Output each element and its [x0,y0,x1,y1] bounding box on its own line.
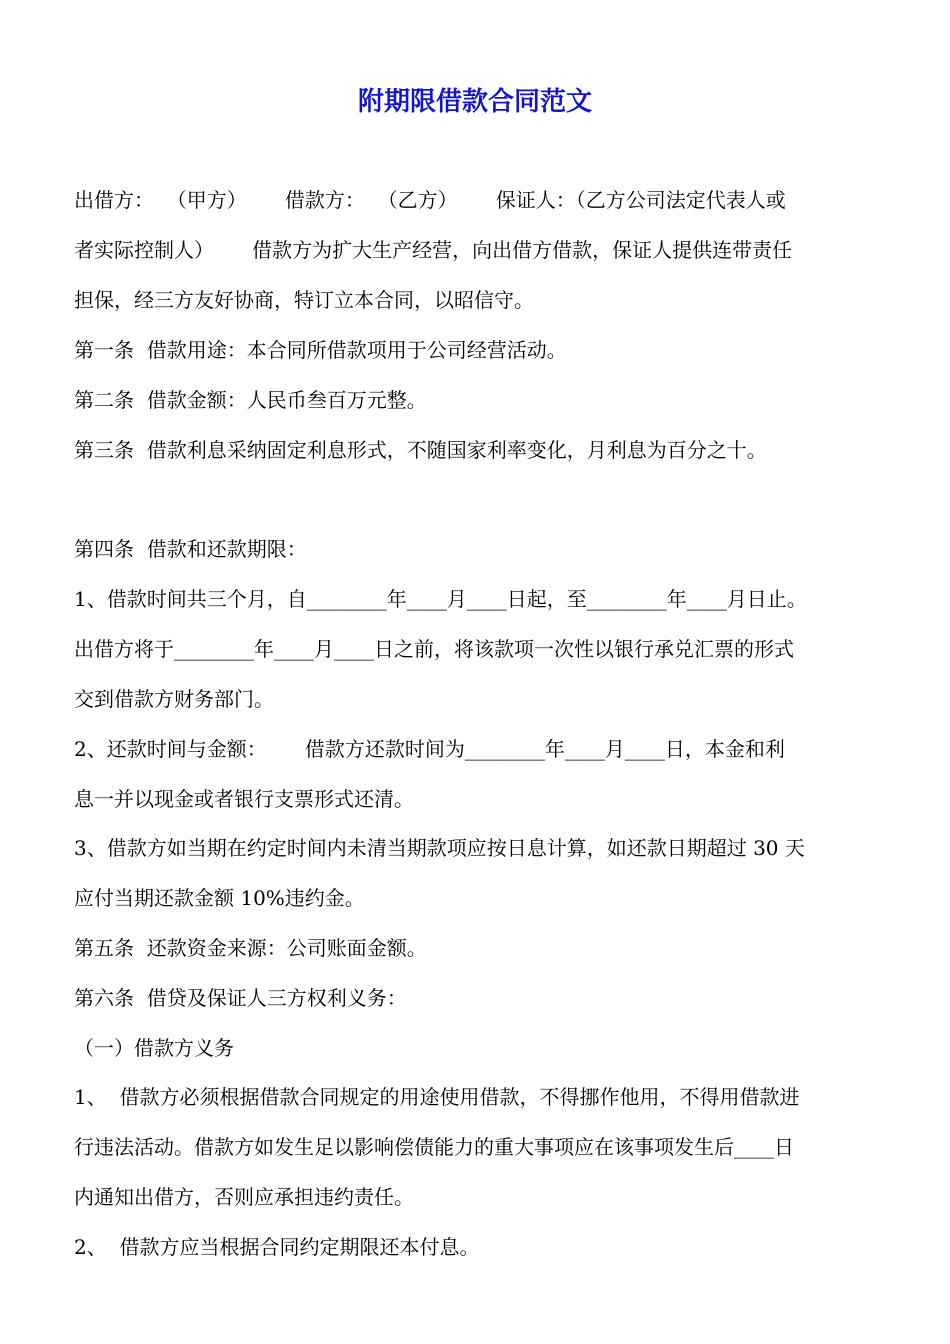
article-2-line: 第二条 借款金额：人民币叁百万元整。 [74,388,427,412]
article-5-line: 第五条 还款资金来源：公司账面金额。 [74,936,427,960]
paragraph-line: 内通知出借方，否则应承担违约责任。 [74,1185,414,1209]
paragraph-line: 应付当期还款金额 10%违约金。 [74,886,365,910]
section-heading: （一）借款方义务 [74,1036,234,1060]
article-1-line: 第一条 借款用途：本合同所借款项用于公司经营活动。 [74,338,567,362]
paragraph-line: 1、借款时间共三个月，自________年____月____日起，至________年____月日止。 [74,587,807,611]
article-4-heading: 第四条 借款和还款期限： [74,537,307,561]
article-3-line: 第三条 借款利息采纳固定利息形式，不随国家利率变化，月利息为百分之十。 [74,438,767,462]
paragraph-line: 息一并以现金或者银行支票形式还清。 [74,787,414,811]
paragraph-line: 出借方将于________年____月____日之前，将该款项一次性以银行承兑汇票的形式 [74,637,794,661]
paragraph-line: 2、 借款方应当根据合同约定期限还本付息。 [74,1235,480,1259]
article-6-heading: 第六条 借贷及保证人三方权利义务： [74,986,407,1010]
paragraph-line: 3、借款方如当期在约定时间内未清当期款项应按日息计算，如还款日期超过 30 天 [74,836,805,860]
paragraph-line: 交到借款方财务部门。 [74,687,274,711]
document-title: 附期限借款合同范文 [357,87,592,117]
paragraph-line: 行违法活动。借款方如发生足以影响偿债能力的重大事项应在该事项发生后____日 [74,1135,794,1159]
paragraph-line: 者实际控制人） 借款方为扩大生产经营，向出借方借款，保证人提供连带责任 [74,238,793,262]
paragraph-line: 出借方： （甲方） 借款方： （乙方） 保证人：（乙方公司法定代表人或 [74,188,786,212]
paragraph-line: 担保，经三方友好协商，特订立本合同，以昭信守。 [74,288,534,312]
paragraph-line: 1、 借款方必须根据借款合同规定的用途使用借款，不得挪作他用，不得用借款进 [74,1085,800,1109]
paragraph-line: 2、还款时间与金额： 借款方还款时间为________年____月____日，本金和利 [74,737,785,761]
